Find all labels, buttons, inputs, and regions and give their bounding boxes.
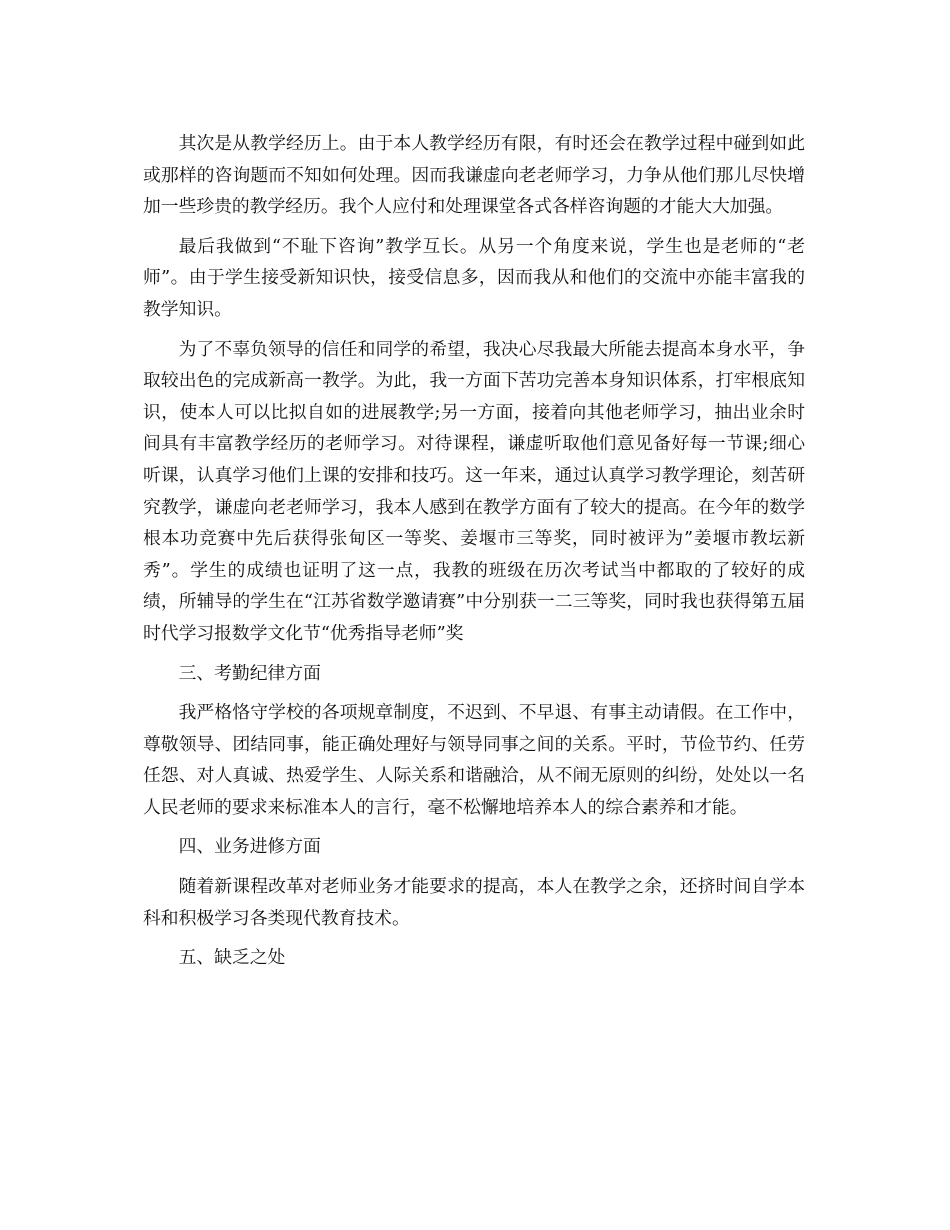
paragraph-attendance: 我严格恪守学校的各项规章制度，不迟到、不早退、有事主动请假。在工作中，尊敬领导、团结同事，能正确处理好与领导同事之间的关系。平时，节俭节约、任劳任怨、对人真诚、热爱学生、人际关系和谐融洽，从不闹无原则的纠纷，处处以一名人民老师的要求来标准本人的言行，毫不松懈地培养本人的综合素养和才能。 <box>143 702 805 818</box>
paragraph-learning-from-students: 最后我做到“不耻下咨询”教学互长。从另一个角度来说，学生也是老师的“老师”。由于学生接受新知识快，接受信息多，因而我从和他们的交流中亦能丰富我的教学知识。 <box>143 235 805 320</box>
section-heading-attendance: 三、考勤纪律方面 <box>178 662 321 684</box>
document-body <box>143 128 805 974</box>
section-heading-professional-study: 四、业务进修方面 <box>178 836 321 858</box>
paragraph-self-improvement: 为了不辜负领导的信任和同学的希望，我决心尽我最大所能去提高本身水平，争取较出色的完成新高一教学。为此，我一方面下苦功完善本身知识体系，打牢根底知识，使本人可以比拟自如的进展教学;另一方面，接着向其他老师学习，抽出业余时间具有丰富教学经历的老师学习。对待课程，谦虚听取他们意见备好每一节课;细心听课，认真学习他们上课的安排和技巧。这一年来，通过认真学习教学理论，刻苦研究教学，谦虚向老老师学习，我本人感到在教学方面有了较大的提高。在今年的数学根本功竞赛中先后获得张甸区一等奖、姜堰市三等奖，同时被评为”姜堰市教坛新秀”。学生的成绩也证明了这一点，我教的班级在历次考试当中都取的了较好的成绩，所辅导的学生在“江苏省数学邀请赛”中分别获一二三等奖，同时我也获得第五届时代学习报数学文化节“优秀指导老师”奖 <box>143 338 805 644</box>
paragraph-teaching-experience: 其次是从教学经历上。由于本人教学经历有限，有时还会在教学过程中碰到如此或那样的咨询题而不知如何处理。因而我谦虚向老老师学习，力争从他们那儿尽快增加一些珍贵的教学经历。我个人应付和处理课堂各式各样咨询题的才能大大加强。 <box>143 133 805 218</box>
section-heading-shortcomings: 五、缺乏之处 <box>178 947 286 969</box>
paragraph-professional-study: 随着新课程改革对老师业务才能要求的提高，本人在教学之余，还挤时间自学本科和积极学习各类现代教育技术。 <box>143 876 805 929</box>
